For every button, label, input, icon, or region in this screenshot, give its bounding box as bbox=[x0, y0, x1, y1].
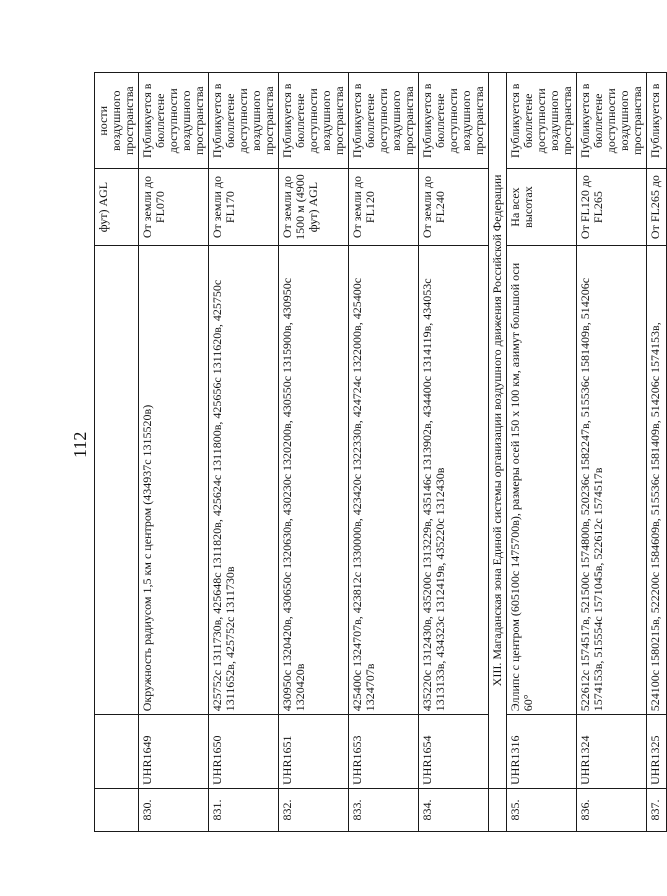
publication-cell: Публикуется в бюллетене доступности воздушного пространства bbox=[507, 73, 577, 170]
section-title: XIII. Магаданская зона Единой системы организации воздушного движения Российской Федерации bbox=[489, 73, 507, 789]
altitude-cell: От земли до FL120 bbox=[349, 169, 419, 245]
continuation-row bbox=[95, 73, 139, 832]
zone-boundary: 425752с 1311730в, 425648с 1311820в, 425624с 1311800в, 425656с 1311620в, 425750с 1311652в, 425752с 1311730в bbox=[209, 245, 279, 715]
zone-code: UHR1649 bbox=[139, 715, 209, 789]
zone-boundary: 435220с 1312430в, 435200с 1313229в, 435146с 1313902в, 434400с 1314119в, 434053с 1313133в, 434323с 1312419в, 435220с 1312430в bbox=[419, 245, 489, 715]
altitude-cell: От FL265 до bbox=[647, 169, 667, 245]
zone-code: UHR1653 bbox=[349, 715, 419, 789]
table-row bbox=[647, 73, 667, 832]
row-number: 832. bbox=[279, 788, 349, 831]
zone-boundary: Окружность радиусом 1,5 км с центром (434937с 1315520в) bbox=[139, 245, 209, 715]
page-number: 112 bbox=[70, 431, 90, 458]
row-number: 835. bbox=[507, 788, 577, 831]
table-row bbox=[349, 73, 419, 832]
zone-code: UHR1654 bbox=[419, 715, 489, 789]
row-number: 833. bbox=[349, 788, 419, 831]
empty-cell bbox=[95, 715, 139, 789]
zone-boundary: Эллипс с центром (605100с 1475700в), размеры осей 150 x 100 км, азимут большой оси 60° bbox=[507, 245, 577, 715]
row-number: 837. bbox=[647, 788, 667, 831]
publication-cell: Публикуется в бюллетене доступности воздушного пространства bbox=[419, 73, 489, 170]
altitude-cell: фут) AGL bbox=[95, 169, 139, 245]
publication-cell: Публикуется в бюллетене доступности воздушного пространства bbox=[279, 73, 349, 170]
rotated-table-container bbox=[94, 72, 662, 832]
zone-boundary: 425400с 1324707в, 423812с 1330000в, 423420с 1322330в, 424724с 1322000в, 425400с 1324707в bbox=[349, 245, 419, 715]
publication-cell: Публикуется в бюллетене доступности воздушного пространства bbox=[209, 73, 279, 170]
airspace-table bbox=[94, 72, 667, 832]
altitude-cell: На всех высотах bbox=[507, 169, 577, 245]
row-number: 836. bbox=[577, 788, 647, 831]
row-number: 830. bbox=[139, 788, 209, 831]
zone-code: UHR1324 bbox=[577, 715, 647, 789]
altitude-cell: От земли до FL070 bbox=[139, 169, 209, 245]
zone-boundary: 522612с 1574517в, 521500с 1574800в, 520236с 1582247в, 515536с 1581409в, 514206с 1574153в, 515554с 1571045в, 522612с 1574517в bbox=[577, 245, 647, 715]
table-row bbox=[139, 73, 209, 832]
table-row bbox=[209, 73, 279, 832]
publication-cell: Публикуется в бюллетене доступности воздушного пространства bbox=[349, 73, 419, 170]
altitude-cell: От земли до FL170 bbox=[209, 169, 279, 245]
zone-code: UHR1650 bbox=[209, 715, 279, 789]
zone-boundary: 524100с 1580215в, 522200с 1584609в, 515536с 1581409в, 514206с 1574153в, bbox=[647, 245, 667, 715]
publication-cell: ности воздушного пространства bbox=[95, 73, 139, 170]
empty-cell bbox=[95, 788, 139, 831]
table-row bbox=[577, 73, 647, 832]
empty-cell bbox=[95, 245, 139, 715]
zone-code: UHR1325 bbox=[647, 715, 667, 789]
section-header-row bbox=[489, 73, 507, 832]
table-row bbox=[419, 73, 489, 832]
zone-code: UHR1316 bbox=[507, 715, 577, 789]
row-number: 834. bbox=[419, 788, 489, 831]
empty-cell bbox=[489, 788, 507, 831]
table-row bbox=[507, 73, 577, 832]
zone-boundary: 430950с 1320420в, 430650с 1320630в, 430230с 1320200в, 430550с 1315900в, 430950с 1320420в bbox=[279, 245, 349, 715]
altitude-cell: От земли до FL240 bbox=[419, 169, 489, 245]
row-number: 831. bbox=[209, 788, 279, 831]
publication-cell: Публикуется в бюллетене доступности воздушного пространства bbox=[139, 73, 209, 170]
publication-cell: Публикуется в бюллетене доступности воздушного пространства bbox=[577, 73, 647, 170]
publication-cell: Публикуется в bbox=[647, 73, 667, 170]
table-row bbox=[279, 73, 349, 832]
zone-code: UHR1651 bbox=[279, 715, 349, 789]
altitude-cell: От FL120 до FL265 bbox=[577, 169, 647, 245]
altitude-cell: От земли до 1500 м (4900 фут) AGL bbox=[279, 169, 349, 245]
